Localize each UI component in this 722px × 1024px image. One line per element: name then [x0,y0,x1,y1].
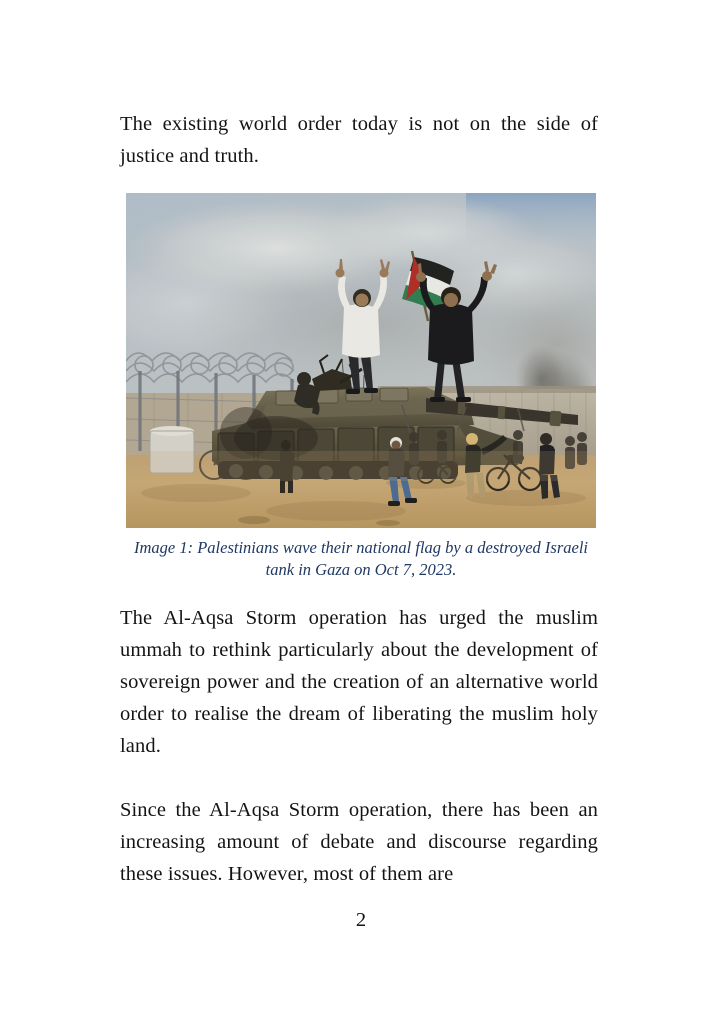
paragraph-spacer [120,762,598,794]
spacer-after-figure [120,581,598,602]
paragraph-second: The Al-Aqsa Storm operation has urged the muslim ummah to rethink particularly about the development of sovereign power and the creation of an alternative world order to realise the dream of liberating the muslim holy land. [120,607,598,757]
paragraph-third: Since the Al-Aqsa Storm operation, there has been an increasing amount of debate and discourse regarding these issues. However, most of them are [120,799,598,885]
paragraph-intro: The existing world order today is not on the side of justice and truth. [120,113,598,167]
page-content [120,108,598,890]
page-number: 2 [355,909,367,931]
figure-image-1 [126,193,596,581]
spacer-before-figure [120,172,598,193]
figure-caption: Image 1: Palestinians wave their national flag by a destroyed Israeli tank in Gaza on Oct 7, 2023. [134,538,588,579]
photo-destroyed-tank [126,193,596,528]
